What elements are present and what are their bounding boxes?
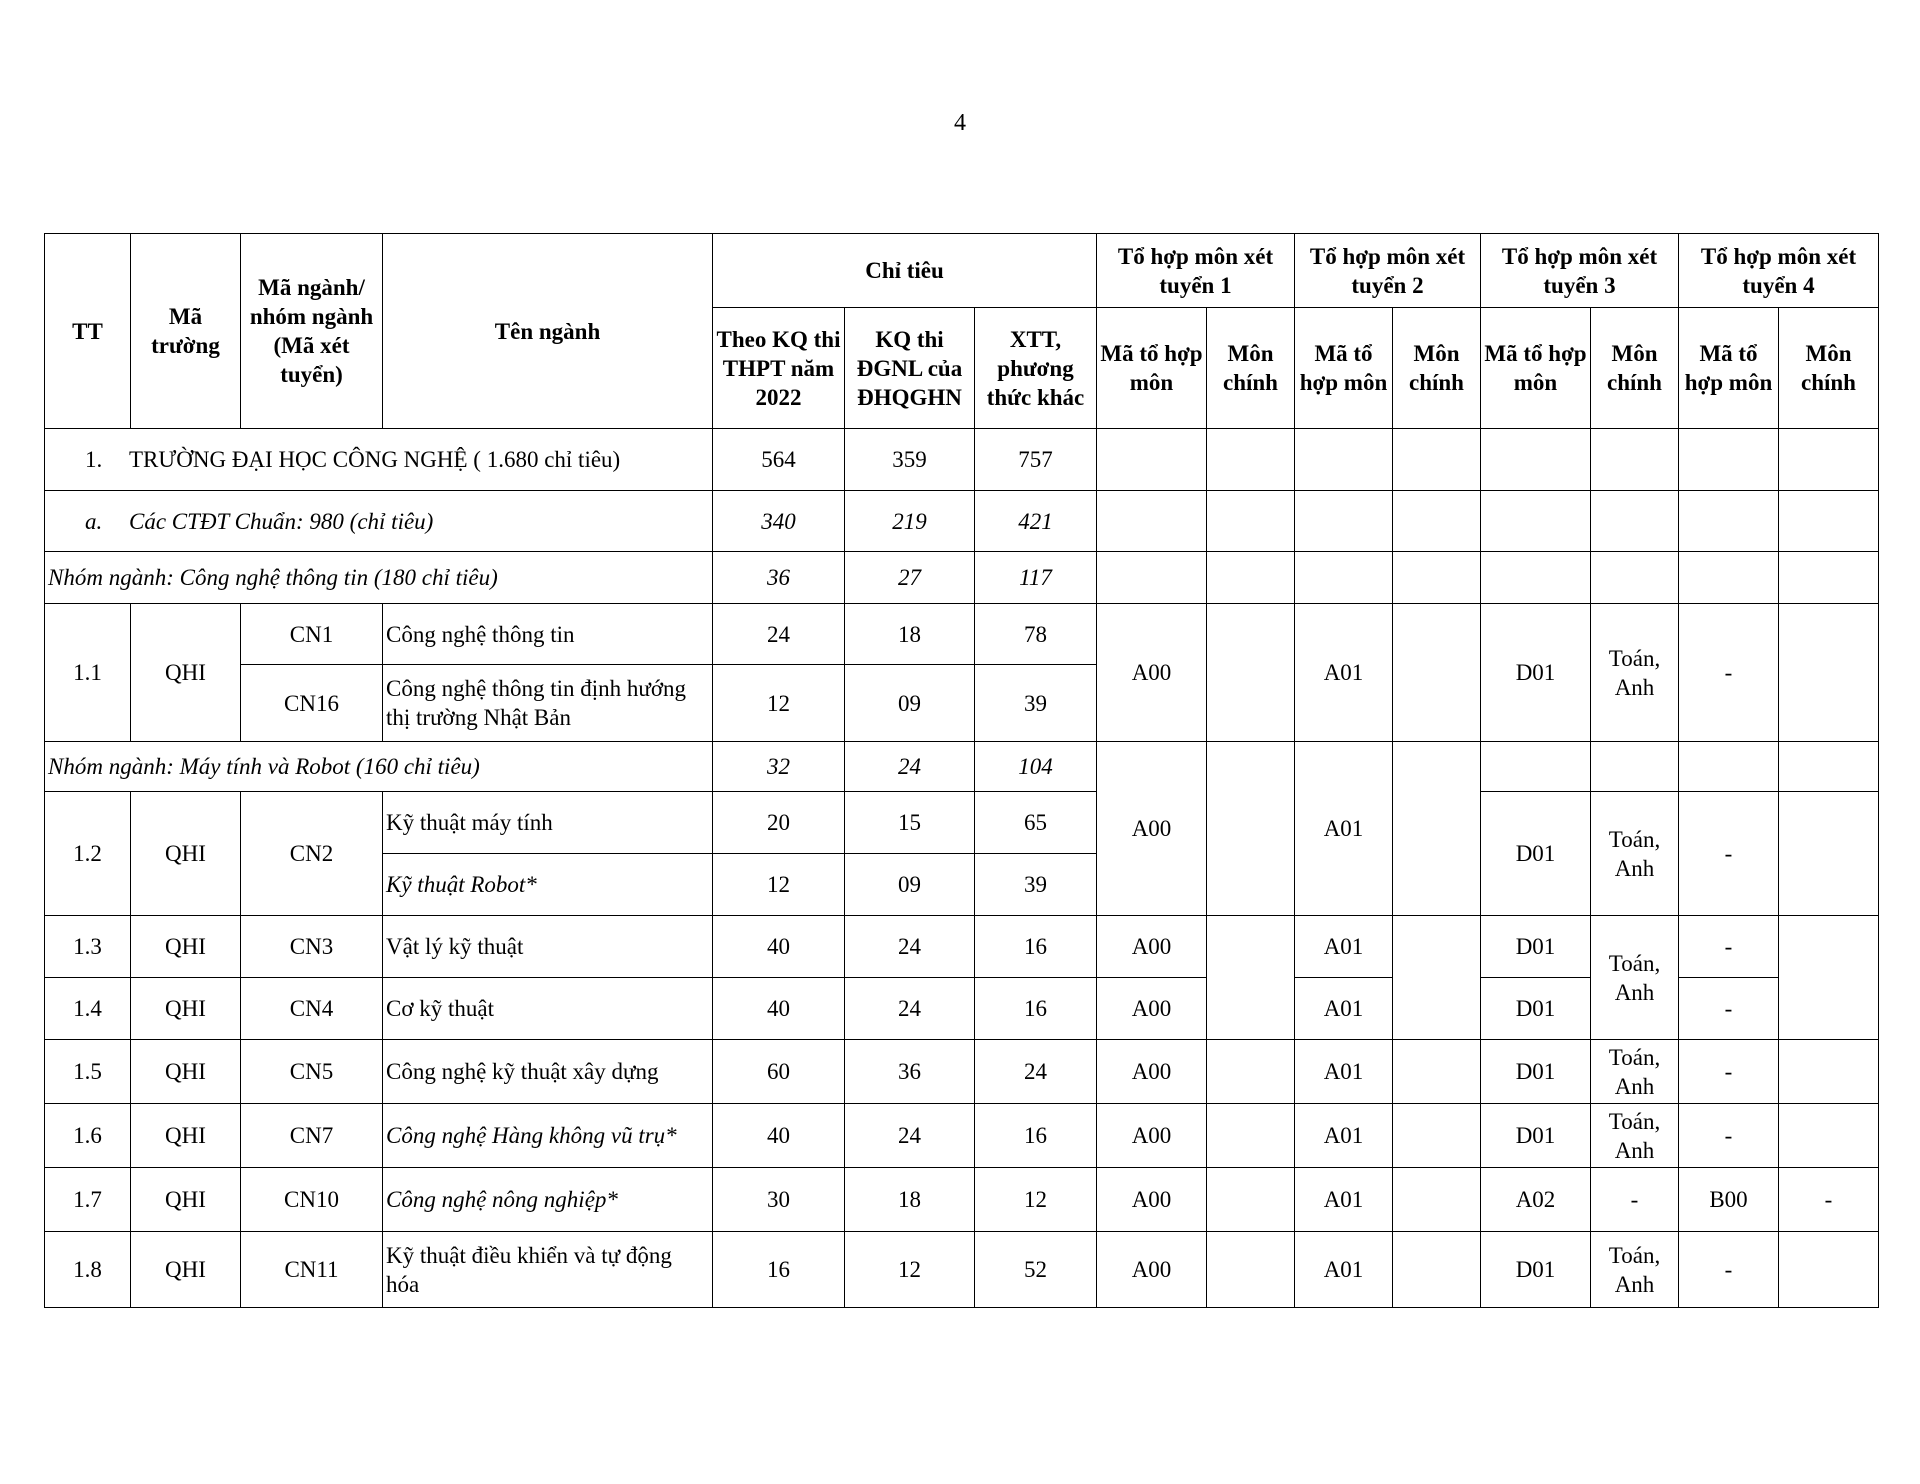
row-major-code: CN11 xyxy=(241,1232,383,1308)
group-robot-title: Nhóm ngành: Máy tính và Robot (160 chỉ tiêu) xyxy=(45,742,713,792)
table-row xyxy=(45,604,1879,665)
row-xtt: 12 xyxy=(975,1168,1097,1232)
row-major-code: CN3 xyxy=(241,916,383,978)
row-major-name: Công nghệ thông tin xyxy=(383,604,713,665)
row-school-code: QHI xyxy=(131,916,241,978)
row-major-name: Cơ kỹ thuật xyxy=(383,978,713,1040)
row-tt: 1.2 xyxy=(45,792,131,916)
row-dgnl: 36 xyxy=(845,1040,975,1104)
header-mon-chinh: Môn chính xyxy=(1207,308,1295,429)
school-name: TRƯỜNG ĐẠI HỌC CÔNG NGHỆ ( 1.680 chỉ tiêu) xyxy=(129,447,621,472)
row-tt: 1.5 xyxy=(45,1040,131,1104)
row-xtt: 16 xyxy=(975,978,1097,1040)
row-dgnl: 24 xyxy=(845,978,975,1040)
row-tt: 1.3 xyxy=(45,916,131,978)
section-a-row xyxy=(45,491,1879,552)
row-to-hop-2: A01 xyxy=(1295,742,1393,916)
group-it-thpt: 36 xyxy=(713,552,845,604)
header-kq-dgnl: KQ thi ĐGNL của ĐHQGHN xyxy=(845,308,975,429)
row-dgnl: 18 xyxy=(845,1168,975,1232)
row-major-name: Kỹ thuật Robot* xyxy=(383,854,713,916)
row-dgnl: 24 xyxy=(845,916,975,978)
row-school-code: QHI xyxy=(131,978,241,1040)
row-mon-chinh-4 xyxy=(1779,1040,1879,1104)
row-major-code: CN1 xyxy=(241,604,383,665)
row-major-name: Kỹ thuật máy tính xyxy=(383,792,713,854)
row-mon-chinh-1 xyxy=(1207,604,1295,742)
row-major-name: Kỹ thuật điều khiển và tự động hóa xyxy=(383,1232,713,1308)
header-to-hop-1: Tổ hợp môn xét tuyển 1 xyxy=(1097,234,1295,308)
row-dgnl: 12 xyxy=(845,1232,975,1308)
group-it-xtt: 117 xyxy=(975,552,1097,604)
row-to-hop-2: A01 xyxy=(1295,604,1393,742)
row-dgnl: 09 xyxy=(845,665,975,742)
row-to-hop-4: - xyxy=(1679,1040,1779,1104)
header-mon-chinh: Môn chính xyxy=(1591,308,1679,429)
header-tt: TT xyxy=(45,234,131,429)
row-to-hop-1: A00 xyxy=(1097,1232,1207,1308)
section-a-number: a. xyxy=(85,508,103,534)
row-to-hop-2: A01 xyxy=(1295,1104,1393,1168)
row-to-hop-3: D01 xyxy=(1481,978,1591,1040)
header-to-hop-4: Tổ hợp môn xét tuyển 4 xyxy=(1679,234,1879,308)
row-mon-chinh-2 xyxy=(1393,916,1481,1040)
row-thpt: 40 xyxy=(713,1104,845,1168)
group-it-title: Nhóm ngành: Công nghệ thông tin (180 chỉ tiêu) xyxy=(45,552,713,604)
row-tt: 1.1 xyxy=(45,604,131,742)
row-dgnl: 24 xyxy=(845,1104,975,1168)
row-to-hop-1: A00 xyxy=(1097,916,1207,978)
row-mon-chinh-4: - xyxy=(1779,1168,1879,1232)
section-a-name: Các CTĐT Chuẩn: 980 (chỉ tiêu) xyxy=(129,508,434,534)
row-mon-chinh-3: Toán, Anh xyxy=(1591,916,1679,1040)
section-a-dgnl: 219 xyxy=(845,491,975,552)
row-to-hop-2: A01 xyxy=(1295,916,1393,978)
group-it-row xyxy=(45,552,1879,604)
row-mon-chinh-3: Toán, Anh xyxy=(1591,1104,1679,1168)
row-to-hop-3: D01 xyxy=(1481,1040,1591,1104)
row-mon-chinh-4 xyxy=(1779,792,1879,916)
row-tt: 1.8 xyxy=(45,1232,131,1308)
row-school-code: QHI xyxy=(131,604,241,742)
row-xtt: 24 xyxy=(975,1040,1097,1104)
group-robot-xtt: 104 xyxy=(975,742,1097,792)
row-thpt: 16 xyxy=(713,1232,845,1308)
table-row xyxy=(45,1232,1879,1308)
row-to-hop-4: - xyxy=(1679,1232,1779,1308)
row-thpt: 60 xyxy=(713,1040,845,1104)
school-xtt: 757 xyxy=(975,429,1097,491)
row-major-code: CN2 xyxy=(241,792,383,916)
school-number: 1. xyxy=(85,447,103,472)
row-dgnl: 18 xyxy=(845,604,975,665)
row-to-hop-3: D01 xyxy=(1481,916,1591,978)
row-to-hop-4: - xyxy=(1679,1104,1779,1168)
header-mon-chinh: Môn chính xyxy=(1779,308,1879,429)
row-xtt: 16 xyxy=(975,1104,1097,1168)
row-major-code: CN16 xyxy=(241,665,383,742)
row-mon-chinh-2 xyxy=(1393,1168,1481,1232)
row-mon-chinh-1 xyxy=(1207,742,1295,916)
row-tt: 1.4 xyxy=(45,978,131,1040)
row-mon-chinh-4 xyxy=(1779,1104,1879,1168)
group-robot-row xyxy=(45,742,1879,792)
row-xtt: 39 xyxy=(975,665,1097,742)
header-ma-truong: Mã trường xyxy=(131,234,241,429)
row-mon-chinh-1 xyxy=(1207,916,1295,1040)
table-row xyxy=(45,792,1879,854)
row-thpt: 12 xyxy=(713,665,845,742)
school-dgnl: 359 xyxy=(845,429,975,491)
row-to-hop-1: A00 xyxy=(1097,742,1207,916)
header-to-hop-3: Tổ hợp môn xét tuyển 3 xyxy=(1481,234,1679,308)
row-mon-chinh-3: - xyxy=(1591,1168,1679,1232)
row-mon-chinh-4 xyxy=(1779,604,1879,742)
row-to-hop-1: A00 xyxy=(1097,1168,1207,1232)
row-to-hop-2: A01 xyxy=(1295,1168,1393,1232)
row-major-name: Công nghệ nông nghiệp* xyxy=(383,1168,713,1232)
header-ten-nganh: Tên ngành xyxy=(383,234,713,429)
row-major-name: Vật lý kỹ thuật xyxy=(383,916,713,978)
header-ma-to-hop: Mã tổ hợp môn xyxy=(1295,308,1393,429)
row-major-name: Công nghệ thông tin định hướng thị trường Nhật Bản xyxy=(383,665,713,742)
row-thpt: 40 xyxy=(713,978,845,1040)
section-a-title xyxy=(45,491,713,552)
header-mon-chinh: Môn chính xyxy=(1393,308,1481,429)
row-xtt: 78 xyxy=(975,604,1097,665)
row-to-hop-1: A00 xyxy=(1097,978,1207,1040)
row-to-hop-3: D01 xyxy=(1481,1104,1591,1168)
row-to-hop-2: A01 xyxy=(1295,1040,1393,1104)
header-ma-xet-tuyen: (Mã xét tuyển) xyxy=(273,333,350,387)
header-ma-to-hop: Mã tổ hợp môn xyxy=(1097,308,1207,429)
header-to-hop-2: Tổ hợp môn xét tuyển 2 xyxy=(1295,234,1481,308)
row-xtt: 65 xyxy=(975,792,1097,854)
row-major-code: CN10 xyxy=(241,1168,383,1232)
row-mon-chinh-4 xyxy=(1779,1232,1879,1308)
row-school-code: QHI xyxy=(131,1104,241,1168)
table-row xyxy=(45,916,1879,978)
row-to-hop-4: - xyxy=(1679,792,1779,916)
row-thpt: 24 xyxy=(713,604,845,665)
table-row xyxy=(45,1040,1879,1104)
row-tt: 1.7 xyxy=(45,1168,131,1232)
section-a-xtt: 421 xyxy=(975,491,1097,552)
row-major-code: CN5 xyxy=(241,1040,383,1104)
row-mon-chinh-1 xyxy=(1207,1104,1295,1168)
table-row xyxy=(45,1104,1879,1168)
row-to-hop-2: A01 xyxy=(1295,978,1393,1040)
group-it-dgnl: 27 xyxy=(845,552,975,604)
row-to-hop-4: - xyxy=(1679,978,1779,1040)
school-row xyxy=(45,429,1879,491)
row-mon-chinh-2 xyxy=(1393,1232,1481,1308)
group-robot-dgnl: 24 xyxy=(845,742,975,792)
row-to-hop-1: A00 xyxy=(1097,604,1207,742)
row-mon-chinh-3: Toán, Anh xyxy=(1591,792,1679,916)
row-to-hop-4: - xyxy=(1679,604,1779,742)
group-robot-thpt: 32 xyxy=(713,742,845,792)
row-thpt: 40 xyxy=(713,916,845,978)
row-to-hop-4: - xyxy=(1679,916,1779,978)
row-major-code: CN4 xyxy=(241,978,383,1040)
row-school-code: QHI xyxy=(131,792,241,916)
row-school-code: QHI xyxy=(131,1040,241,1104)
school-title xyxy=(45,429,713,491)
table-row xyxy=(45,1168,1879,1232)
row-thpt: 30 xyxy=(713,1168,845,1232)
row-thpt: 12 xyxy=(713,854,845,916)
row-to-hop-3: A02 xyxy=(1481,1168,1591,1232)
section-a-thpt: 340 xyxy=(713,491,845,552)
row-mon-chinh-2 xyxy=(1393,1104,1481,1168)
header-ma-nganh-label: Mã ngành/ nhóm ngành xyxy=(249,275,374,329)
header-ma-nganh xyxy=(241,234,383,429)
row-thpt: 20 xyxy=(713,792,845,854)
row-school-code: QHI xyxy=(131,1232,241,1308)
admissions-table xyxy=(44,233,1879,1308)
row-mon-chinh-4 xyxy=(1779,916,1879,1040)
row-to-hop-1: A00 xyxy=(1097,1040,1207,1104)
row-xtt: 52 xyxy=(975,1232,1097,1308)
row-dgnl: 15 xyxy=(845,792,975,854)
row-mon-chinh-1 xyxy=(1207,1168,1295,1232)
school-thpt: 564 xyxy=(713,429,845,491)
row-to-hop-3: D01 xyxy=(1481,792,1591,916)
row-to-hop-2: A01 xyxy=(1295,1232,1393,1308)
row-to-hop-1: A00 xyxy=(1097,1104,1207,1168)
row-mon-chinh-3: Toán, Anh xyxy=(1591,604,1679,742)
header-xtt: XTT, phương thức khác xyxy=(975,308,1097,429)
row-dgnl: 09 xyxy=(845,854,975,916)
row-mon-chinh-2 xyxy=(1393,604,1481,742)
row-to-hop-4: B00 xyxy=(1679,1168,1779,1232)
row-major-code: CN7 xyxy=(241,1104,383,1168)
row-to-hop-3: D01 xyxy=(1481,604,1591,742)
row-xtt: 16 xyxy=(975,916,1097,978)
header-theo-kq: Theo KQ thi THPT năm 2022 xyxy=(713,308,845,429)
row-mon-chinh-3: Toán, Anh xyxy=(1591,1040,1679,1104)
row-to-hop-3: D01 xyxy=(1481,1232,1591,1308)
row-major-name: Công nghệ kỹ thuật xây dựng xyxy=(383,1040,713,1104)
page-number: 4 xyxy=(954,110,966,136)
header-ma-to-hop: Mã tổ hợp môn xyxy=(1481,308,1591,429)
row-tt: 1.6 xyxy=(45,1104,131,1168)
row-mon-chinh-2 xyxy=(1393,742,1481,916)
row-mon-chinh-1 xyxy=(1207,1232,1295,1308)
row-school-code: QHI xyxy=(131,1168,241,1232)
row-xtt: 39 xyxy=(975,854,1097,916)
row-mon-chinh-3: Toán, Anh xyxy=(1591,1232,1679,1308)
header-chi-tieu: Chỉ tiêu xyxy=(713,234,1097,308)
row-mon-chinh-2 xyxy=(1393,1040,1481,1104)
header-row-1 xyxy=(45,234,1879,308)
row-major-name: Công nghệ Hàng không vũ trụ* xyxy=(383,1104,713,1168)
header-ma-to-hop: Mã tổ hợp môn xyxy=(1679,308,1779,429)
row-mon-chinh-1 xyxy=(1207,1040,1295,1104)
